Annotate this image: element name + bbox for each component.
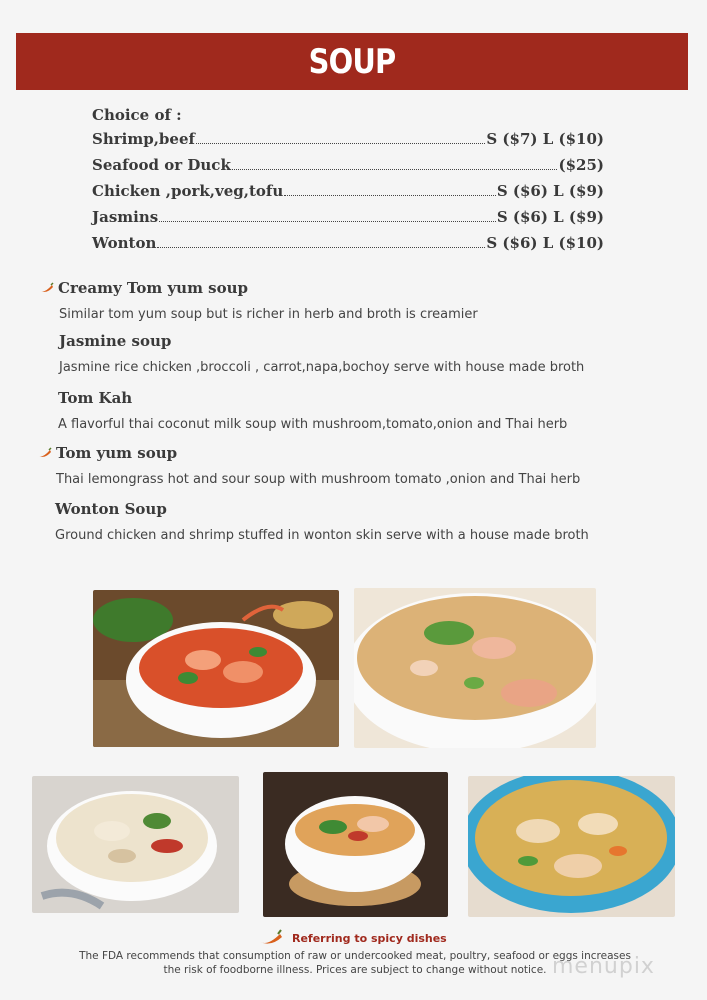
- price-row: [92, 156, 604, 182]
- photo-tom-yum-wooden: [263, 772, 448, 917]
- page-title: SOUP: [308, 41, 396, 82]
- price-row: [92, 234, 604, 260]
- price-row-name: Chicken ,pork,veg,tofu: [92, 182, 284, 200]
- price-row-name: Seafood or Duck: [92, 156, 231, 174]
- menu-item-creamy-tom-yum: [40, 279, 478, 322]
- dot-leader: [159, 220, 496, 222]
- photo-tom-kah: [32, 776, 239, 913]
- title-banner: [16, 33, 688, 90]
- choice-label: Choice of :: [92, 106, 182, 124]
- item-name: Creamy Tom yum soup: [58, 279, 249, 297]
- price-row-name: Shrimp,beef: [92, 130, 195, 148]
- disclaimer-line: the risk of foodborne illness. Prices are subject to change without notice.: [163, 964, 547, 976]
- dot-leader: [232, 168, 558, 170]
- dot-leader: [157, 246, 485, 248]
- price-row-price: S ($6) L ($10): [486, 234, 604, 252]
- spicy-legend: [258, 929, 447, 947]
- item-description: Similar tom yum soup but is richer in herb and broth is creamier: [59, 307, 478, 322]
- chili-icon: [258, 929, 284, 947]
- item-description: Thai lemongrass hot and sour soup with mushroom tomato ,onion and Thai herb: [56, 472, 581, 487]
- item-description: Ground chicken and shrimp stuffed in wonton skin serve with a house made broth: [55, 528, 589, 543]
- price-row: [92, 182, 604, 208]
- watermark-logo: menupix: [552, 954, 655, 979]
- disclaimer-line: The FDA recommends that consumption of raw or undercooked meat, poultry, seafood or eggs increases: [79, 950, 631, 962]
- photo-wonton-soup: [468, 776, 675, 917]
- menu-item-wonton-soup: [55, 500, 589, 543]
- spicy-legend-text: Referring to spicy dishes: [292, 931, 447, 945]
- choice-price-list: [92, 104, 604, 260]
- dot-leader: [196, 142, 485, 144]
- photo-jasmine-soup: [354, 588, 596, 748]
- photo-tom-yum-bowl: [93, 590, 339, 747]
- menu-item-jasmine-soup: [59, 332, 584, 375]
- price-row-price: S ($7) L ($10): [486, 130, 604, 148]
- price-row-name: Jasmins: [92, 208, 159, 226]
- price-row-price: S ($6) L ($9): [496, 182, 604, 200]
- price-row: [92, 130, 604, 156]
- item-name: Wonton Soup: [55, 500, 167, 518]
- dot-leader: [284, 194, 496, 196]
- price-row-price: ($25): [558, 156, 604, 174]
- price-row-name: Wonton: [92, 234, 157, 252]
- menu-item-tom-yum: [38, 444, 580, 487]
- menu-item-tom-kah: [58, 389, 567, 432]
- price-row-price: S ($6) L ($9): [496, 208, 604, 226]
- chili-icon: [40, 282, 54, 294]
- item-name: Tom yum soup: [56, 444, 178, 462]
- chili-icon: [38, 447, 52, 459]
- item-name: Tom Kah: [58, 389, 133, 407]
- item-name: Jasmine soup: [59, 332, 172, 350]
- item-description: A flavorful thai coconut milk soup with mushroom,tomato,onion and Thai herb: [58, 417, 568, 432]
- item-description: Jasmine rice chicken ,broccoli , carrot,napa,bochoy serve with house made broth: [59, 360, 585, 375]
- price-row: [92, 208, 604, 234]
